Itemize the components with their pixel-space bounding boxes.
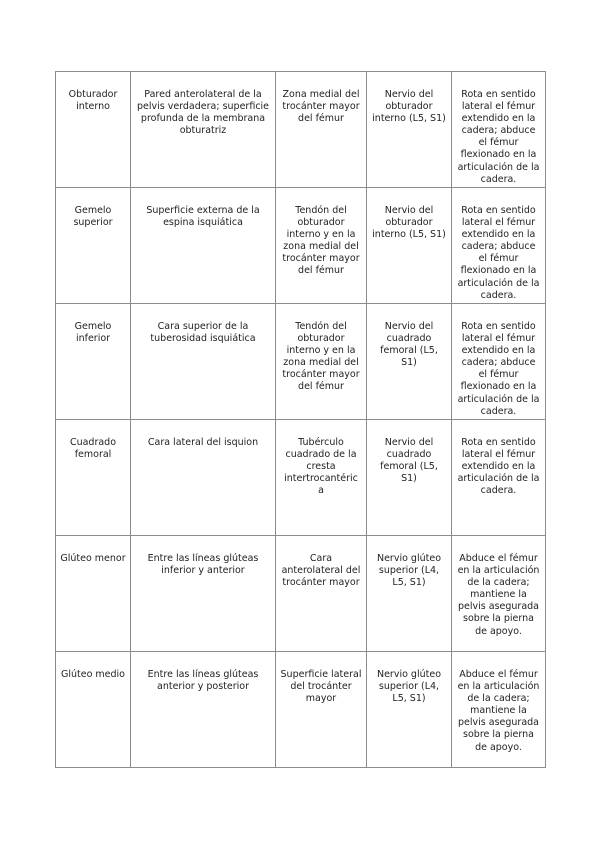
action-cell: Rota en sentido lateral el fémur extendido en la cadera; abduce el fémur flexionado en la articulación de la cadera. [452,304,546,420]
origin-cell: Entre las líneas glúteas anterior y posterior [131,652,276,768]
table-row [56,420,546,536]
table-row [56,652,546,768]
insertion-cell: Superficie lateral del trocánter mayor [276,652,367,768]
muscle-cell: Glúteo menor [56,536,131,652]
insertion-cell: Tendón del obturador interno y en la zona medial del trocánter mayor del fémur [276,304,367,420]
table-row [56,536,546,652]
innervation-cell: Nervio del cuadrado femoral (L5, S1) [367,304,452,420]
innervation-cell: Nervio del obturador interno (L5, S1) [367,188,452,304]
innervation-cell: Nervio del obturador interno (L5, S1) [367,72,452,188]
action-cell: Rota en sentido lateral el fémur extendido en la cadera; abduce el fémur flexionado en la articulación de la cadera. [452,188,546,304]
origin-cell: Entre las líneas glúteas inferior y anterior [131,536,276,652]
innervation-cell: Nervio glúteo superior (L4, L5, S1) [367,536,452,652]
muscle-cell: Gemelo superior [56,188,131,304]
insertion-cell: Tendón del obturador interno y en la zona medial del trocánter mayor del fémur [276,188,367,304]
table-row [56,304,546,420]
insertion-cell: Cara anterolateral del trocánter mayor [276,536,367,652]
origin-cell: Pared anterolateral de la pelvis verdadera; superficie profunda de la membrana obturatriz [131,72,276,188]
origin-cell: Cara lateral del isquion [131,420,276,536]
action-cell: Rota en sentido lateral el fémur extendido en la articulación de la cadera. [452,420,546,536]
insertion-cell: Zona medial del trocánter mayor del fémur [276,72,367,188]
muscle-cell: Obturador interno [56,72,131,188]
action-cell: Rota en sentido lateral el fémur extendido en la cadera; abduce el fémur flexionado en la articulación de la cadera. [452,72,546,188]
origin-cell: Cara superior de la tuberosidad isquiática [131,304,276,420]
action-cell: Abduce el fémur en la articulación de la cadera; mantiene la pelvis asegurada sobre la pierna de apoyo. [452,536,546,652]
innervation-cell: Nervio glúteo superior (L4, L5, S1) [367,652,452,768]
table-row [56,188,546,304]
insertion-cell: Tubérculo cuadrado de la cresta intertrocantéric a [276,420,367,536]
origin-cell: Superficie externa de la espina isquiática [131,188,276,304]
muscle-cell: Cuadrado femoral [56,420,131,536]
action-cell: Abduce el fémur en la articulación de la cadera; mantiene la pelvis asegurada sobre la pierna de apoyo. [452,652,546,768]
innervation-cell: Nervio del cuadrado femoral (L5, S1) [367,420,452,536]
table-row [56,72,546,188]
muscle-cell: Gemelo inferior [56,304,131,420]
muscle-table [55,71,546,768]
muscle-cell: Glúteo medio [56,652,131,768]
